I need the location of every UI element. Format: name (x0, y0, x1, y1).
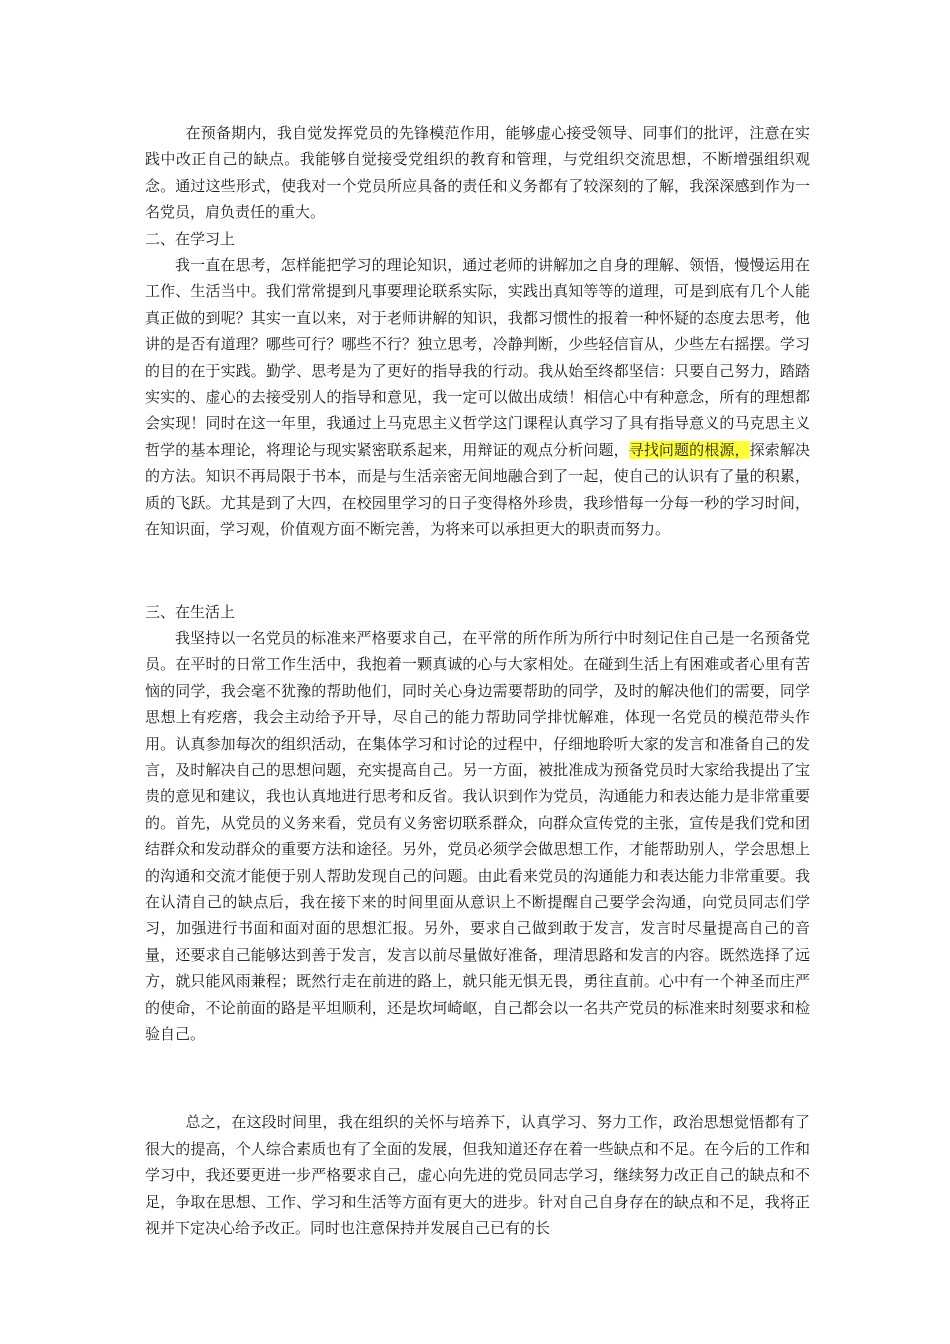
study-text-part1: 我一直在思考，怎样能把学习的理论知识，通过老师的讲解加之自身的理解、领悟，慢慢运用在工作、生活当中。我们常常提到凡事要理论联系实际，实践出真知等等的道理，可是到底有几个人能真正做的到呢？其实一直以来，对于老师讲解的知识，我都习惯性的报着一种怀疑的态度去思考，他讲的是否有道理？哪些可行？哪些不行？独立思考，冷静判断，少些轻信盲从，少些左右摇摆。学习的目的在于实践。勤学、思考是为了更好的指导我的行动。我从始至终都坚信：只要自己努力，踏踏实实的、虚心的去接受别人的指导和意见，我一定可以做出成绩！相信心中有种意念，所有的理想都会实现！同时在这一年里，我通过上马克思主义哲学这门课程认真学习了具有指导意义的马克思主义哲学的基本理论，将理论与现实紧密联系起来，用辩证的观点分析问题， (145, 256, 810, 459)
intro-paragraph: 在预备期内，我自觉发挥党员的先锋模范作用，能够虚心接受领导、同事们的批评，注意在实践中改正自己的缺点。我能够自觉接受党组织的教育和管理，与党组织交流思想，不断增强组织观念。通过这些形式，使我对一个党员所应具备的责任和义务都有了较深刻的了解，我深深感到作为一名党员，肩负责任的重大。 (145, 124, 810, 222)
study-text-part2: 探索解决的方法。知识不再局限于书本，而是与生活亲密无间地融合到了一起，使自己的认识有了量的积累，质的飞跃。尤其是到了大四，在校园里学习的日子变得格外珍贵，我珍惜每一分每一秒的学习时间，在知识面，学习观，价值观方面不断完善，为将来可以承担更大的职责而努力。 (145, 440, 810, 539)
document-page (145, 120, 810, 1241)
summary-paragraph: 总之，在这段时间里，我在组织的关怀与培养下，认真学习、努力工作，政治思想觉悟都有了很大的提高，个人综合素质也有了全面的发展，但我知道还存在着一些缺点和不足。在今后的工作和学习中，我还要更进一步严格要求自己，虚心向先进的党员同志学习，继续努力改正自己的缺点和不足，争取在思想、工作、学习和生活等方面有更大的进步。针对自己自身存在的缺点和不足，我将正视并下定决心给予改正。同时也注意保持并发展自己已有的长 (145, 1113, 810, 1238)
section-heading-study: 二、在学习上 (145, 229, 236, 248)
highlighted-text: 寻找问题的根源， (628, 440, 750, 459)
section-heading-life: 三、在生活上 (145, 602, 236, 621)
blank-gap (145, 1047, 810, 1109)
blank-gap (145, 543, 810, 599)
life-paragraph: 我坚持以一名党员的标准来严格要求自己，在平常的所作所为所行中时刻记住自己是一名预备党员。在平时的日常工作生活中，我抱着一颗真诚的心与大家相处。在碰到生活上有困难或者心里有苦恼的同学，我会毫不犹豫的帮助他们，同时关心身边需要帮助的同学，及时的解决他们的需要，同学思想上有疙瘩，我会主动给予开导，尽自己的能力帮助同学排忧解难，体现一名党员的模范带头作用。认真参加每次的组织活动，在集体学习和讨论的过程中，仔细地聆听大家的发言和准备自己的发言，及时解决自己的思想问题，充实提高自己。另一方面，被批准成为预备党员时大家给我提出了宝贵的意见和建议，我也认真地进行思考和反省。我认识到作为党员，沟通能力和表达能力是非常重要的。首先，从党员的义务来看，党员有义务密切联系群众，向群众宣传党的主张，宣传是我们党和团结群众和发动群众的重要方法和途径。另外，党员必须学会做思想工作，才能帮助别人，学会思想上的沟通和交流才能便于别人帮助发现自己的问题。由此看来党员的沟通能力和表达能力非常重要。我在认清自己的缺点后，我在接下来的时间里面从意识上不断提醒自己要学会沟通，向党员同志们学习，加强进行书面和面对面的思想汇报。另外，要求自己做到敢于发言，发言时尽量提高自己的音量，还要求自己能够达到善于发言，发言以前尽量做好准备，理清思路和发言的内容。既然选择了远方，就只能风雨兼程；既然行走在前进的路上，就只能无惧无畏，勇往直前。心中有一个神圣而庄严的使命，不论前面的路是平坦顺利，还是坎坷崎岖，自己都会以一名共产党员的标准来时刻要求和检验自己。 (145, 628, 810, 1043)
study-paragraph (145, 252, 810, 542)
